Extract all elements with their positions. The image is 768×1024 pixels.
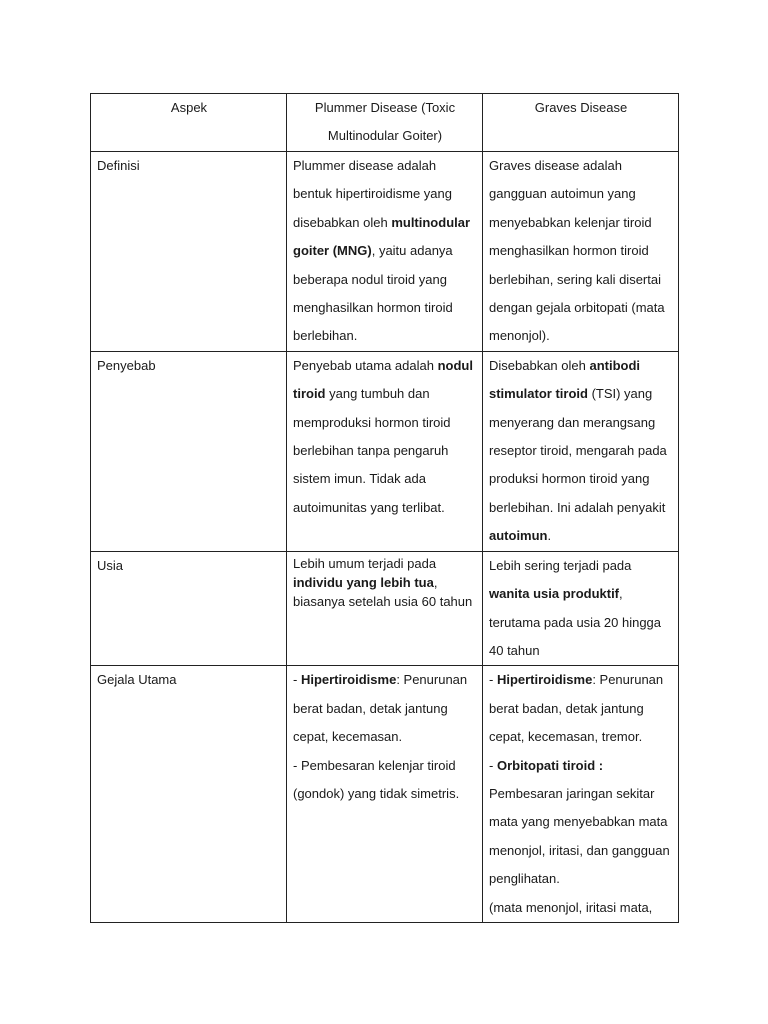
text-run: (mata menonjol, iritasi mata, <box>489 899 653 915</box>
text-run: Plummer disease adalah bentuk hipertiroidisme yang disebabkan oleh <box>293 158 452 230</box>
header-aspek: Aspek <box>91 94 287 152</box>
text-run: - <box>293 672 301 688</box>
bold-text: wanita usia produktif <box>489 586 620 602</box>
graves-cell <box>483 551 679 666</box>
bold-text: multinodular goiter (MNG) <box>293 214 471 259</box>
plummer-cell <box>287 666 483 923</box>
text-run: Disebabkan oleh <box>489 357 590 373</box>
text-run: Graves disease adalah gangguan autoimun yang menyebabkan kelenjar tiroid menghasilkan hormon tiroid berlebihan, sering kali disertai dengan gejala orbitopati (mata menonjol). <box>489 158 665 344</box>
graves-cell <box>483 666 679 923</box>
aspect-cell: Usia <box>91 551 287 666</box>
bold-text: antibodi stimulator tiroid <box>489 357 641 402</box>
text-run: - Pembesaran kelenjar tiroid (gondok) yang tidak simetris. <box>293 757 460 801</box>
bold-text: Hipertiroidisme <box>496 672 593 688</box>
table-row-definisi <box>91 152 679 352</box>
plummer-cell <box>287 551 483 666</box>
table-header-row <box>91 94 679 152</box>
cell-text <box>293 666 477 808</box>
text-run: - <box>489 757 497 773</box>
cell-text <box>489 666 673 922</box>
graves-cell <box>483 152 679 352</box>
header-graves: Graves Disease <box>483 94 679 152</box>
bold-text: nodul tiroid <box>293 357 473 402</box>
header-plummer: Plummer Disease (Toxic Multinodular Goiter) <box>287 94 483 152</box>
text-run: Lebih sering terjadi pada <box>489 557 632 573</box>
aspect-cell: Gejala Utama <box>91 666 287 923</box>
cell-text <box>293 552 477 611</box>
cell-text <box>489 552 673 666</box>
text-run: : Penurunan berat badan, detak jantung cepat, kecemasan, tremor. <box>489 672 664 745</box>
text-run: : Penurunan berat badan, detak jantung cepat, kecemasan. <box>293 672 468 745</box>
text-run: , terutama pada usia 20 hingga 40 tahun <box>489 586 662 658</box>
bold-text: individu yang lebih tua <box>293 574 434 590</box>
table-row-penyebab <box>91 351 679 551</box>
cell-text <box>293 152 477 351</box>
graves-cell <box>483 351 679 551</box>
bold-text: Orbitopati tiroid : <box>496 757 604 773</box>
text-run: (TSI) yang menyerang dan merangsang reseptor tiroid, mengarah pada produksi hormon tiroid yang berlebihan. Ini adalah penyakit <box>489 386 667 515</box>
cell-text <box>489 152 673 351</box>
comparison-table <box>90 93 679 923</box>
aspect-cell: Penyebab <box>91 351 287 551</box>
table-row-usia <box>91 551 679 666</box>
text-run: Pembesaran jaringan sekitar mata yang menyebabkan mata menonjol, iritasi, dan gangguan penglihatan. <box>489 785 670 887</box>
bold-text: autoimun <box>489 528 548 544</box>
text-run: - <box>489 672 497 688</box>
cell-text <box>489 352 673 551</box>
bold-text: Hipertiroidisme <box>300 672 397 688</box>
text-run: , yaitu adanya beberapa nodul tiroid yang menghasilkan hormon tiroid berlebihan. <box>293 243 453 344</box>
text-run: . <box>547 528 552 544</box>
table-row-gejala-utama <box>91 666 679 923</box>
cell-text <box>293 352 477 522</box>
text-run: Lebih umum terjadi pada <box>293 555 437 571</box>
text-run: , biasanya setelah usia 60 tahun <box>293 574 473 609</box>
text-run: Penyebab utama adalah <box>293 357 438 373</box>
plummer-cell <box>287 152 483 352</box>
aspect-cell: Definisi <box>91 152 287 352</box>
plummer-cell <box>287 351 483 551</box>
text-run: yang tumbuh dan memproduksi hormon tiroid berlebihan tanpa pengaruh sistem imun. Tidak ada autoimunitas yang terlibat. <box>293 386 451 515</box>
